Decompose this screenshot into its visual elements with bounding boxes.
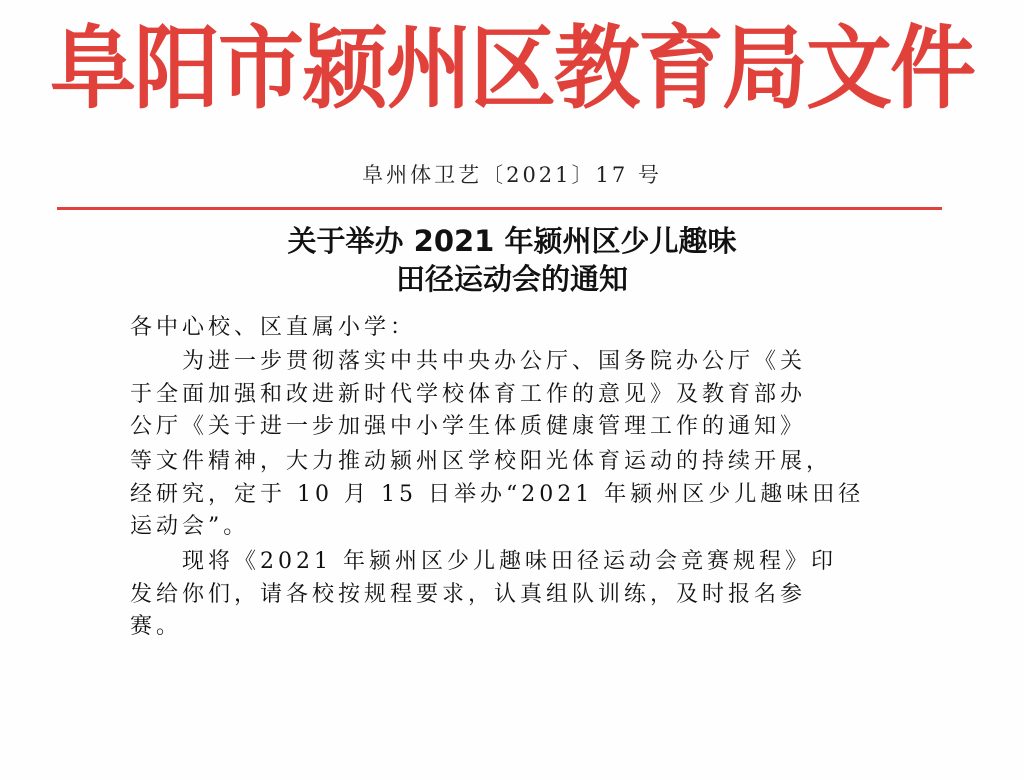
body-line: 于全面加强和改进新时代学校体育工作的意见》及教育部办 bbox=[130, 382, 807, 407]
body-line: 现将《2021 年颍州区少儿趣味田径运动会竞赛规程》印 bbox=[182, 549, 837, 574]
body-line: 为进一步贯彻落实中共中央办公厅、国务院办公厅《关 bbox=[182, 349, 807, 374]
notice-title-line-2: 田径运动会的通知 bbox=[395, 262, 628, 296]
masthead-title: 阜阳市颍州区教育局文件 bbox=[50, 15, 974, 122]
document-number: 阜州体卫艺〔2021〕17 号 bbox=[362, 163, 662, 187]
body-line: 发给你们，请各校按规程要求，认真组队训练，及时报名参 bbox=[130, 582, 807, 607]
body-line: 等文件精神，大力推动颍州区学校阳光体育运动的持续开展， bbox=[130, 449, 833, 474]
notice-title-line-1: 关于举办 2021 年颍州区少儿趣味 bbox=[287, 224, 737, 258]
salutation: 各中心校、区直属小学： bbox=[130, 315, 417, 340]
body-line: 运动会”。 bbox=[130, 514, 250, 539]
red-divider-line bbox=[57, 207, 942, 210]
body-line: 赛。 bbox=[130, 614, 183, 639]
body-line: 公厅《关于进一步加强中小学生体质健康管理工作的通知》 bbox=[130, 414, 807, 439]
body-line: 经研究，定于 10 月 15 日举办“2021 年颍州区少儿趣味田径 bbox=[130, 482, 865, 507]
